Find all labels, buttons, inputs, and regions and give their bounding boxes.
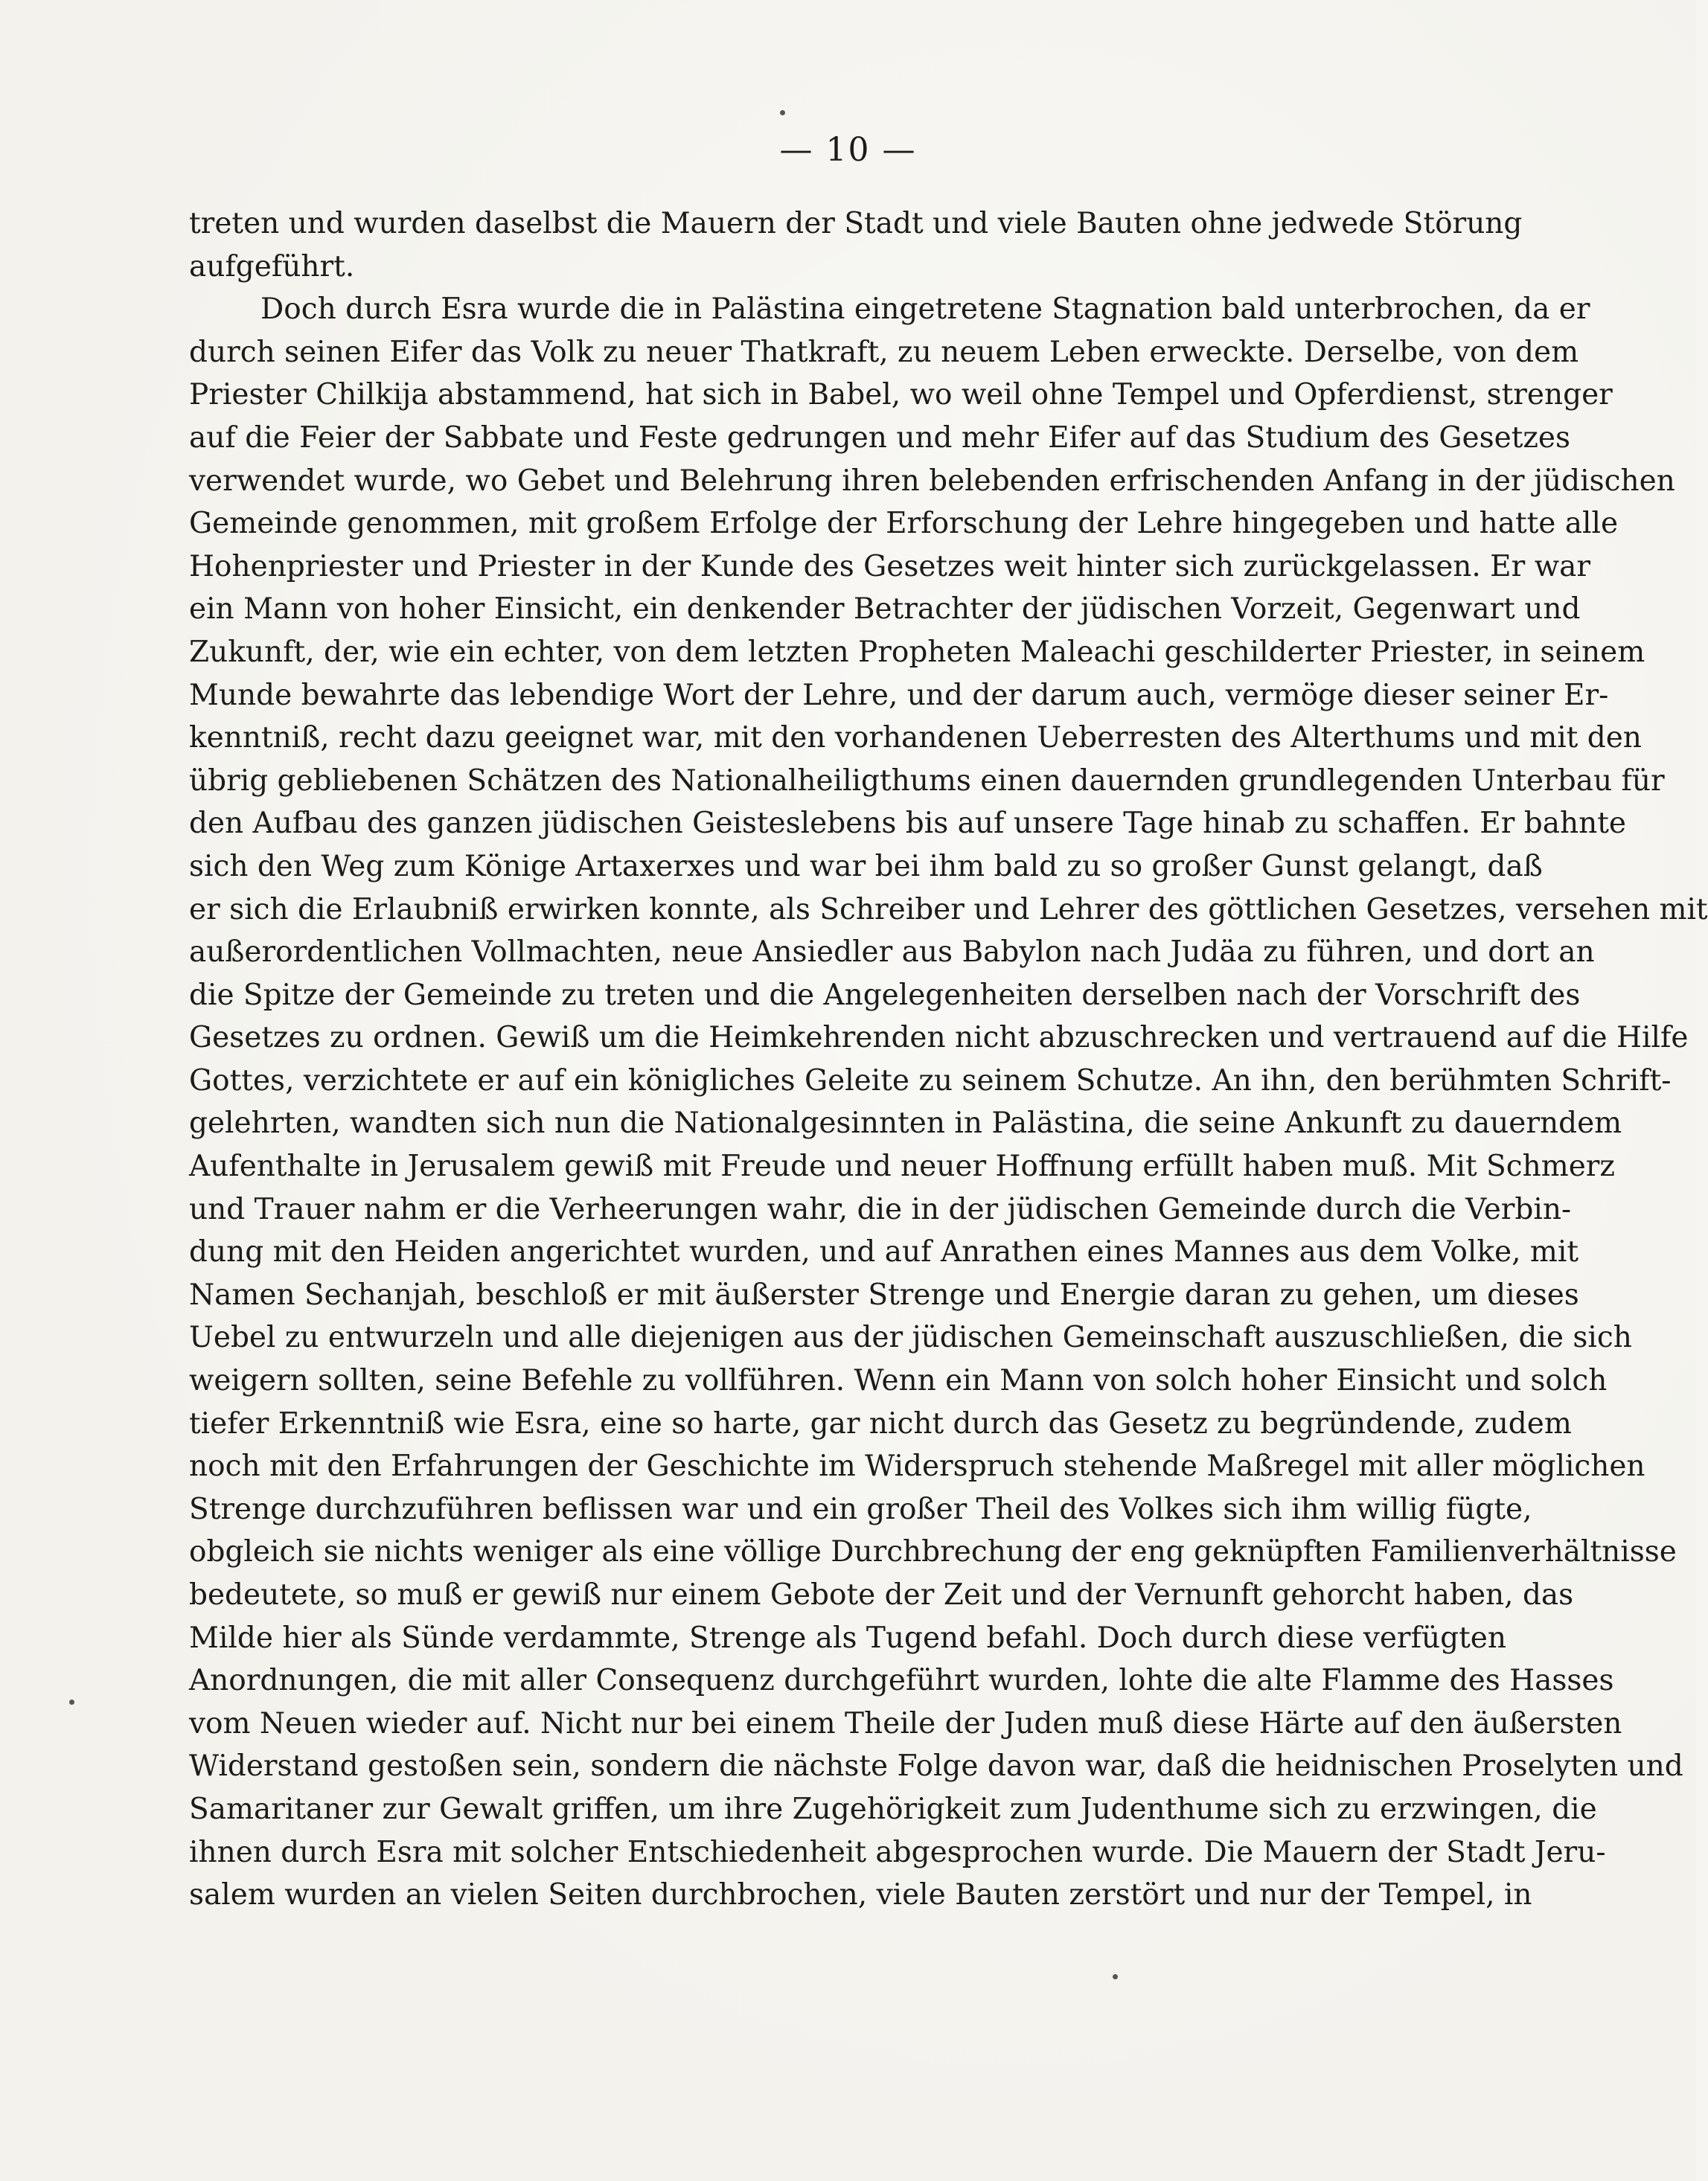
text-line: Gottes, verzichtete er auf ein königliches Geleite zu seinem Schutze. An ihn, den berühmten Schrift- — [189, 1063, 1672, 1098]
text-line: noch mit den Erfahrungen der Geschichte im Widerspruch stehende Maßregel mit aller möglichen — [189, 1450, 1645, 1484]
text-line: Munde bewahrte das lebendige Wort der Lehre, und der darum auch, vermöge dieser seiner Er- — [189, 678, 1609, 712]
text-line: übrig gebliebenen Schätzen des Nationalheiligthums einen dauernden grundlegenden Unterbau für — [189, 763, 1665, 798]
text-line: Doch durch Esra wurde die in Palästina eingetretene Stagnation bald unterbrochen, da er — [260, 292, 1590, 327]
text-line: weigern sollten, seine Befehle zu vollführen. Wenn ein Mann von solch hoher Einsicht und solch — [189, 1364, 1608, 1398]
text-line: verwendet wurde, wo Gebet und Belehrung ihren belebenden erfrischenden Anfang in der jüdischen — [189, 464, 1675, 498]
page-number: — 10 — — [779, 131, 917, 169]
print-speck — [780, 110, 785, 115]
text-line: er sich die Erlaubniß erwirken konnte, als Schreiber und Lehrer des göttlichen Gesetzes, versehen mit — [189, 892, 1708, 926]
text-line: die Spitze der Gemeinde zu treten und die Angelegenheiten derselben nach der Vorschrift des — [189, 978, 1581, 1012]
text-line: durch seinen Eifer das Volk zu neuer Thatkraft, zu neuem Leben erweckte. Derselbe, von dem — [189, 335, 1579, 369]
text-line: Aufenthalte in Jerusalem gewiß mit Freude und neuer Hoffnung erfüllt haben muß. Mit Schmerz — [189, 1150, 1615, 1184]
text-line: Anordnungen, die mit aller Consequenz durchgeführt wurden, lohte die alte Flamme des Hasses — [189, 1664, 1614, 1698]
print-speck — [69, 1700, 74, 1705]
text-line: aufgeführt. — [189, 249, 355, 284]
text-line: treten und wurden daselbst die Mauern der Stadt und viele Bauten ohne jedwede Störung — [189, 207, 1523, 240]
text-line: Samaritaner zur Gewalt griffen, um ihre Zugehörigkeit zum Judenthume sich zu erzwingen, die — [189, 1792, 1597, 1826]
text-line: Strenge durchzuführen beflissen war und ein großer Theil des Volkes sich ihm willig fügte, — [189, 1492, 1532, 1526]
text-line: Gemeinde genommen, mit großem Erfolge der Erforschung der Lehre hingegeben und hatte alle — [189, 507, 1619, 541]
text-line: ein Mann von hoher Einsicht, ein denkender Betrachter der jüdischen Vorzeit, Gegenwart und — [189, 592, 1581, 627]
text-line: ihnen durch Esra mit solcher Entschiedenheit abgesprochen wurde. Die Mauern der Stadt Jeru- — [189, 1835, 1606, 1869]
print-speck — [1113, 1974, 1118, 1979]
text-line: auf die Feier der Sabbate und Feste gedrungen und mehr Eifer auf das Studium des Gesetzes — [189, 420, 1571, 455]
text-line: Gesetzes zu ordnen. Gewiß um die Heimkehrenden nicht abzuschrecken und vertrauend auf die Hilfe — [189, 1021, 1689, 1055]
body-text — [189, 202, 1708, 1917]
text-line: Milde hier als Sünde verdammte, Strenge als Tugend befahl. Doch durch diese verfügten — [189, 1621, 1506, 1655]
text-line: und Trauer nahm er die Verheerungen wahr, die in der jüdischen Gemeinde durch die Verbin- — [189, 1192, 1572, 1226]
text-line: kenntniß, recht dazu geeignet war, mit den vorhandenen Ueberresten des Alterthums und mit den — [189, 721, 1642, 755]
text-line: obgleich sie nichts weniger als eine völlige Durchbrechung der eng geknüpften Familienverhältnisse — [189, 1535, 1677, 1569]
text-line: salem wurden an vielen Seiten durchbrochen, viele Bauten zerstört und nur der Tempel, in — [189, 1878, 1532, 1912]
text-line: vom Neuen wieder auf. Nicht nur bei einem Theile der Juden muß diese Härte auf den äußersten — [189, 1706, 1622, 1740]
text-line: Hohenpriester und Priester in der Kunde des Gesetzes weit hinter sich zurückgelassen. Er war — [189, 549, 1590, 583]
text-line: Namen Sechanjah, beschloß er mit äußerster Strenge und Energie daran zu gehen, um dieses — [189, 1278, 1579, 1312]
text-line: Uebel zu entwurzeln und alle diejenigen aus der jüdischen Gemeinschaft auszuschließen, die sich — [189, 1321, 1632, 1355]
text-line: außerordentlichen Vollmachten, neue Ansiedler aus Babylon nach Judäa zu führen, und dort an — [189, 935, 1595, 970]
text-line: Priester Chilkija abstammend, hat sich in Babel, wo weil ohne Tempel und Opferdienst, strenger — [189, 378, 1613, 412]
text-line: Widerstand gestoßen sein, sondern die nächste Folge davon war, daß die heidnischen Proselyten und — [189, 1749, 1683, 1784]
text-line: den Aufbau des ganzen jüdischen Geisteslebens bis auf unsere Tage hinab zu schaffen. Er bahnte — [189, 807, 1626, 841]
text-line: Zukunft, der, wie ein echter, von dem letzten Propheten Maleachi geschilderter Priester, in seinem — [189, 635, 1645, 669]
text-line: dung mit den Heiden angerichtet wurden, und auf Anrathen eines Mannes aus dem Volke, mit — [189, 1235, 1579, 1269]
text-line: sich den Weg zum Könige Artaxerxes und war bei ihm bald zu so großer Gunst gelangt, daß — [189, 849, 1543, 883]
text-line: bedeutete, so muß er gewiß nur einem Gebote der Zeit und der Vernunft gehorcht haben, das — [189, 1578, 1574, 1612]
text-line: gelehrten, wandten sich nun die Nationalgesinnten in Palästina, die seine Ankunft zu dauerndem — [189, 1106, 1622, 1141]
text-line: tiefer Erkenntniß wie Esra, eine so harte, gar nicht durch das Gesetz zu begründende, zudem — [189, 1406, 1572, 1441]
